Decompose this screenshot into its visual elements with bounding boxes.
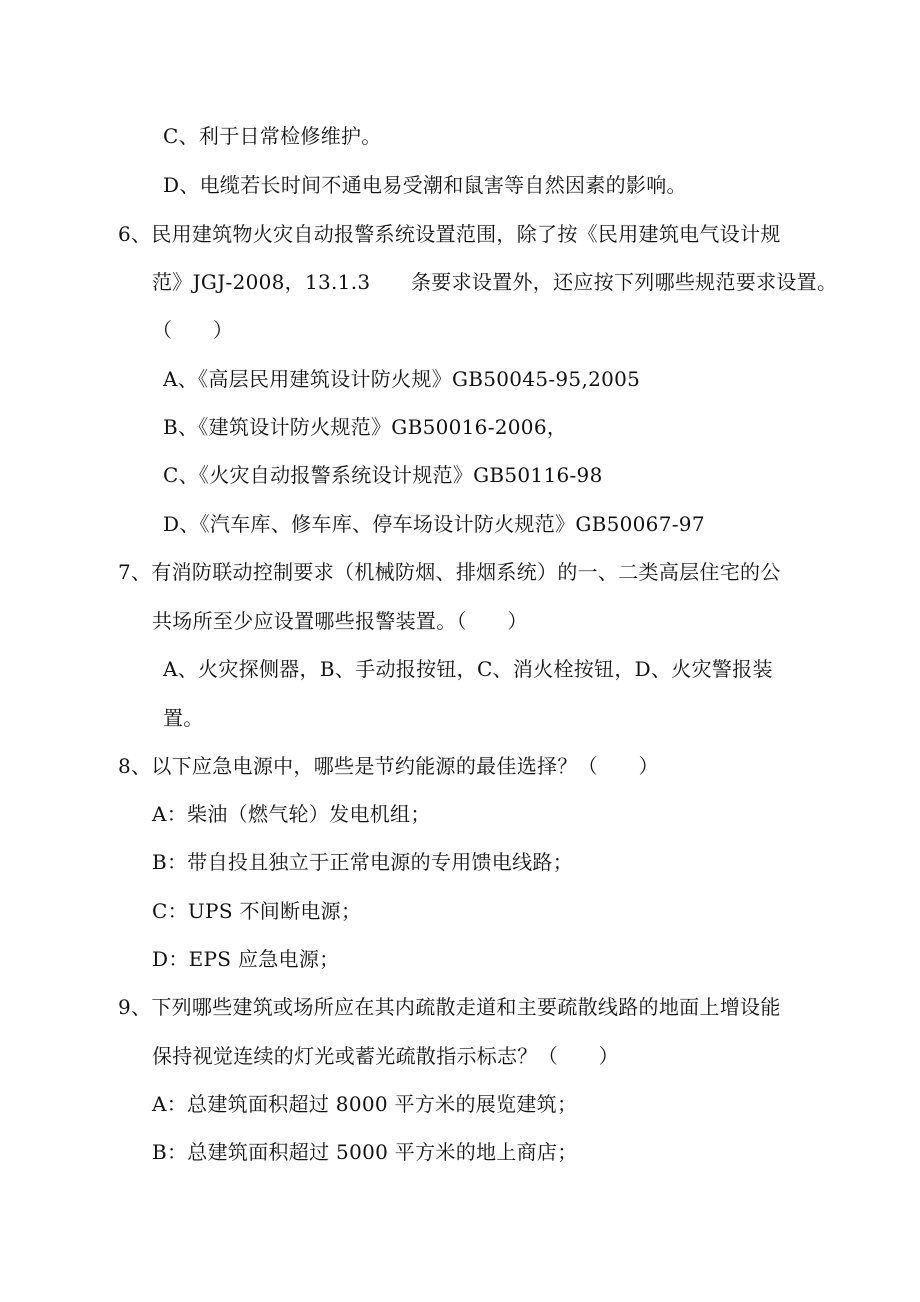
question-8-option-d: D：EPS 应急电源； bbox=[152, 947, 340, 971]
question-6-option-c: C、《火灾自动报警系统设计规范》GB50116-98 bbox=[163, 463, 603, 487]
question-7-line-2: 共场所至少应设置哪些报警装置。（ ） bbox=[152, 609, 528, 633]
question-6-option-a: A、《高层民用建筑设计防火规》GB50045-95,2005 bbox=[163, 367, 641, 391]
question-8-option-a: A：柴油（燃气轮）发电机组； bbox=[152, 802, 431, 826]
question-8-option-c: C：UPS 不间断电源； bbox=[152, 899, 362, 923]
question-9-option-b: B：总建筑面积超过 5000 平方米的地上商店； bbox=[152, 1140, 578, 1164]
question-8-line: 8、以下应急电源中，哪些是节约能源的最佳选择？（ ） bbox=[118, 754, 659, 778]
question-9-line-2: 保持视觉连续的灯光或蓄光疏散指示标志？（ ） bbox=[152, 1044, 619, 1068]
question-9-option-a: A：总建筑面积超过 8000 平方米的展览建筑； bbox=[152, 1092, 578, 1116]
question-6-option-b: B、《建筑设计防火规范》GB50016-2006， bbox=[163, 415, 568, 439]
question-6-option-d: D、《汽车库、修车库、停车场设计防火规范》GB50067-97 bbox=[163, 512, 705, 536]
question-7-options-cont: 置。 bbox=[163, 706, 204, 730]
question-9-line-1: 9、下列哪些建筑或场所应在其内疏散走道和主要疏散线路的地面上增设能 bbox=[118, 995, 781, 1019]
question-6-line-2: 范》JGJ-2008，13.1.3 条要求设置外，还应按下列哪些规范要求设置。 bbox=[152, 270, 838, 294]
question-7-options: A、火灾探侧器，B、手动报按钮，C、消火栓按钮，D、火灾警报装 bbox=[163, 657, 773, 681]
question-6-line-1: 6、民用建筑物火灾自动报警系统设置范围，除了按《民用建筑电气设计规 bbox=[118, 222, 781, 246]
question-6-answer-blank: （ ） bbox=[152, 318, 234, 342]
option-d-line: D、电缆若长时间不通电易受潮和鼠害等自然因素的影响。 bbox=[163, 173, 687, 197]
question-8-option-b: B：带自投且独立于正常电源的专用馈电线路； bbox=[152, 850, 573, 874]
question-7-line-1: 7、有消防联动控制要求（机械防烟、排烟系统）的一、二类高层住宅的公 bbox=[118, 560, 781, 584]
option-c-line: C、利于日常检修维护。 bbox=[163, 124, 382, 148]
